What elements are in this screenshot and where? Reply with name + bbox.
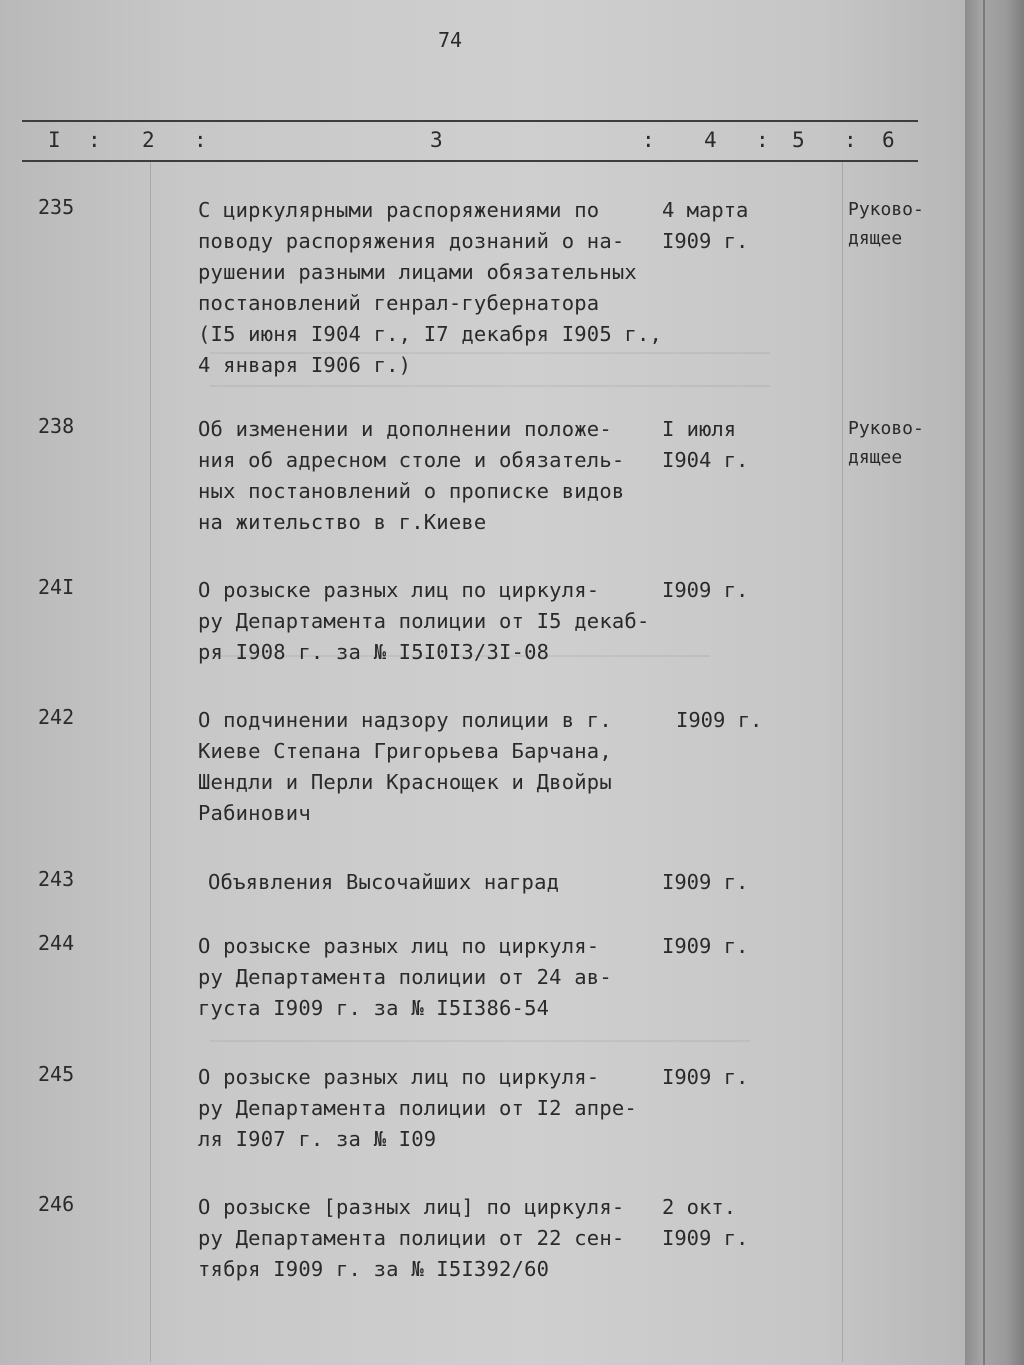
bleed-through-mark <box>210 385 770 387</box>
entry-title: Об изменении и дополнении положе- ния об адресном столе и обязатель- ных постановлений о прописке видов на жительство в г.Киеве <box>198 417 625 534</box>
entry-date: I909 г. <box>676 708 763 732</box>
entry-title: О розыске разных лиц по циркуля- ру Департамента полиции от I2 апре- ля I907 г. за № I09 <box>198 1065 637 1151</box>
entry-date: I909 г. <box>662 934 749 958</box>
entry-number: 243 <box>38 867 75 891</box>
entry-number: 235 <box>38 195 75 219</box>
column-header-5: 5 <box>792 128 805 152</box>
entry-note: Руково- дящее <box>848 418 924 468</box>
entry-title: О розыске разных лиц по циркуля- ру Департамента полиции от I5 декаб- ря I908 г. за № I5I0I3/3I-08 <box>198 578 650 664</box>
column-separator: : <box>194 128 207 152</box>
entry-title: О розыске разных лиц по циркуля- ру Департамента полиции от 24 ав- густа I909 г. за № I5I386-54 <box>198 934 612 1020</box>
column-header-4: 4 <box>704 128 717 152</box>
entry-note: Руково- дящее <box>848 199 924 249</box>
page-number: 74 <box>438 28 463 52</box>
background-page-edge <box>965 0 1024 1365</box>
entry-date: I июля I904 г. <box>662 417 749 472</box>
column-header-2: 2 <box>142 128 155 152</box>
entry-number: 245 <box>38 1062 75 1086</box>
column-header-3: 3 <box>430 128 443 152</box>
column-separator: : <box>844 128 857 152</box>
entry-title: О подчинении надзору полиции в г. Киеве Степана Григорьева Барчана, Шендли и Перли Краснощек и Двойры Рабинович <box>198 708 612 825</box>
entry-number: 246 <box>38 1192 75 1216</box>
entry-number: 24I <box>38 575 75 599</box>
column-header-1: I <box>48 128 61 152</box>
bleed-through-mark <box>210 1040 750 1042</box>
column-separator: : <box>642 128 655 152</box>
header-rule-top <box>22 120 918 122</box>
entry-date: 4 марта I909 г. <box>662 198 749 253</box>
header-rule-bottom <box>22 160 918 162</box>
entry-date: I909 г. <box>662 578 749 602</box>
entry-number: 244 <box>38 931 75 955</box>
entry-title: О розыске [разных лиц] по циркуля- ру Департамента полиции от 22 сен- тября I909 г. за № I5I392/60 <box>198 1195 625 1281</box>
entry-date: I909 г. <box>662 870 749 894</box>
entry-number: 238 <box>38 414 75 438</box>
column-divider <box>150 162 151 1362</box>
entry-date: I909 г. <box>662 1065 749 1089</box>
column-separator: : <box>756 128 769 152</box>
column-header-6: 6 <box>882 128 895 152</box>
entry-date: 2 окт. I909 г. <box>662 1195 749 1250</box>
entry-title: Объявления Высочайших наград <box>208 870 560 894</box>
column-divider <box>842 162 843 1362</box>
entry-number: 242 <box>38 705 75 729</box>
column-separator: : <box>88 128 101 152</box>
entry-title: С циркулярными распоряжениями по поводу распоряжения дознаний о на- рушении разными лицами обязательных постановлений генрал-губернатора (I5 июня I904 г., I7 декабря I905 г., 4 января I906 г.) <box>198 198 663 377</box>
